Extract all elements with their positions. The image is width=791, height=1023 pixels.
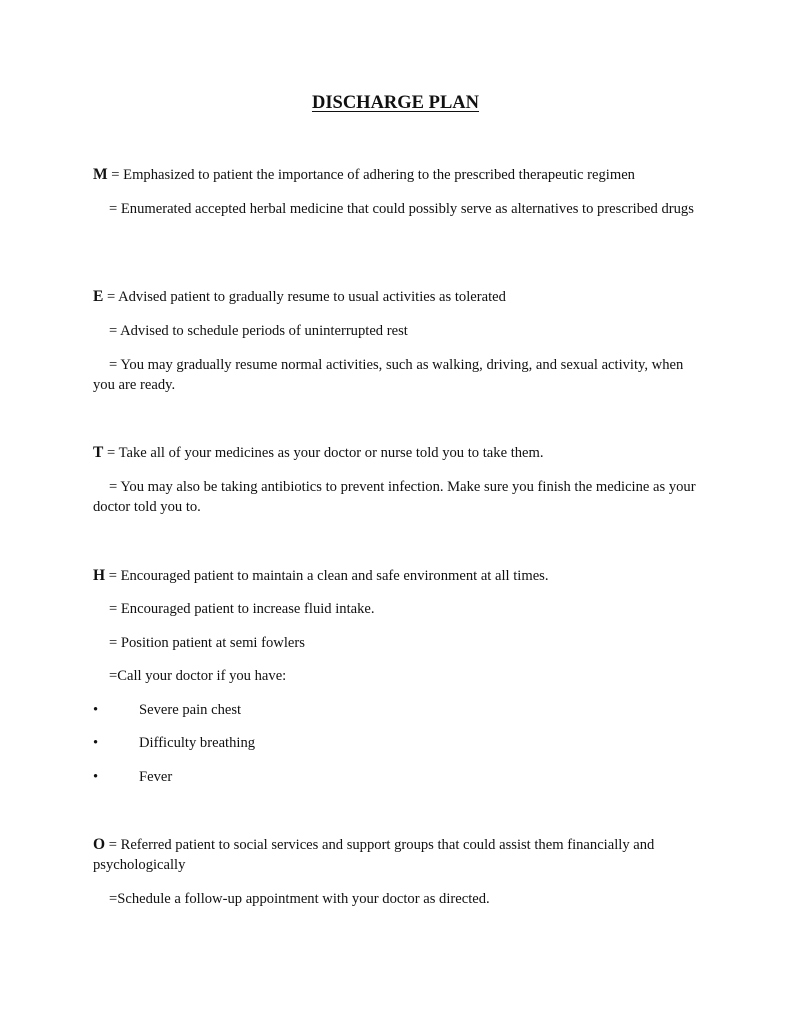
o-line-1-text: = Referred patient to social services and support groups that could assist them financially and psychologically xyxy=(93,837,655,873)
e-letter: E xyxy=(93,288,104,305)
t-line-2: = You may also be taking antibiotics to prevent infection. Make sure you finish the medicine as your doctor told you to. xyxy=(93,479,696,515)
bullet-icon: • xyxy=(93,735,99,751)
list-item xyxy=(93,700,703,720)
bullet-icon: • xyxy=(93,702,99,718)
bullet-icon: • xyxy=(93,769,99,785)
e-line-2: = Advised to schedule periods of uninterrupted rest xyxy=(109,323,408,339)
h-line-2: = Encouraged patient to increase fluid intake. xyxy=(109,601,375,617)
t-line-1 xyxy=(93,443,703,463)
m-letter: M xyxy=(93,166,108,183)
m-line-2: = Enumerated accepted herbal medicine that could possibly serve as alternatives to prescribed drugs xyxy=(109,201,694,217)
h-line-1 xyxy=(93,566,703,586)
list-item-text: Difficulty breathing xyxy=(139,735,256,751)
e-line-3: = You may gradually resume normal activities, such as walking, driving, and sexual activity, when you are ready. xyxy=(93,357,684,393)
t-letter: T xyxy=(93,444,104,461)
h-line-4: =Call your doctor if you have: xyxy=(109,668,287,684)
o-letter: O xyxy=(93,836,106,853)
t-line-1-text: = Take all of your medicines as your doctor or nurse told you to take them. xyxy=(103,445,544,461)
list-item-text: Severe pain chest xyxy=(139,702,242,718)
list-item xyxy=(93,767,703,787)
document-title: DISCHARGE PLAN xyxy=(311,93,480,113)
h-line-1-text: = Encouraged patient to maintain a clean and safe environment at all times. xyxy=(105,568,549,584)
list-item xyxy=(93,733,703,753)
e-line-1-text: = Advised patient to gradually resume to usual activities as tolerated xyxy=(103,289,506,305)
e-line-1 xyxy=(93,287,703,307)
h-letter: H xyxy=(93,567,106,584)
m-line-1-text: = Emphasized to patient the importance of adhering to the prescribed therapeutic regimen xyxy=(107,167,635,183)
m-line-1 xyxy=(93,165,703,185)
o-line-2: =Schedule a follow-up appointment with your doctor as directed. xyxy=(109,891,490,907)
h-line-3: = Position patient at semi fowlers xyxy=(109,635,305,651)
o-line-1 xyxy=(93,835,703,875)
list-item-text: Fever xyxy=(139,769,173,785)
